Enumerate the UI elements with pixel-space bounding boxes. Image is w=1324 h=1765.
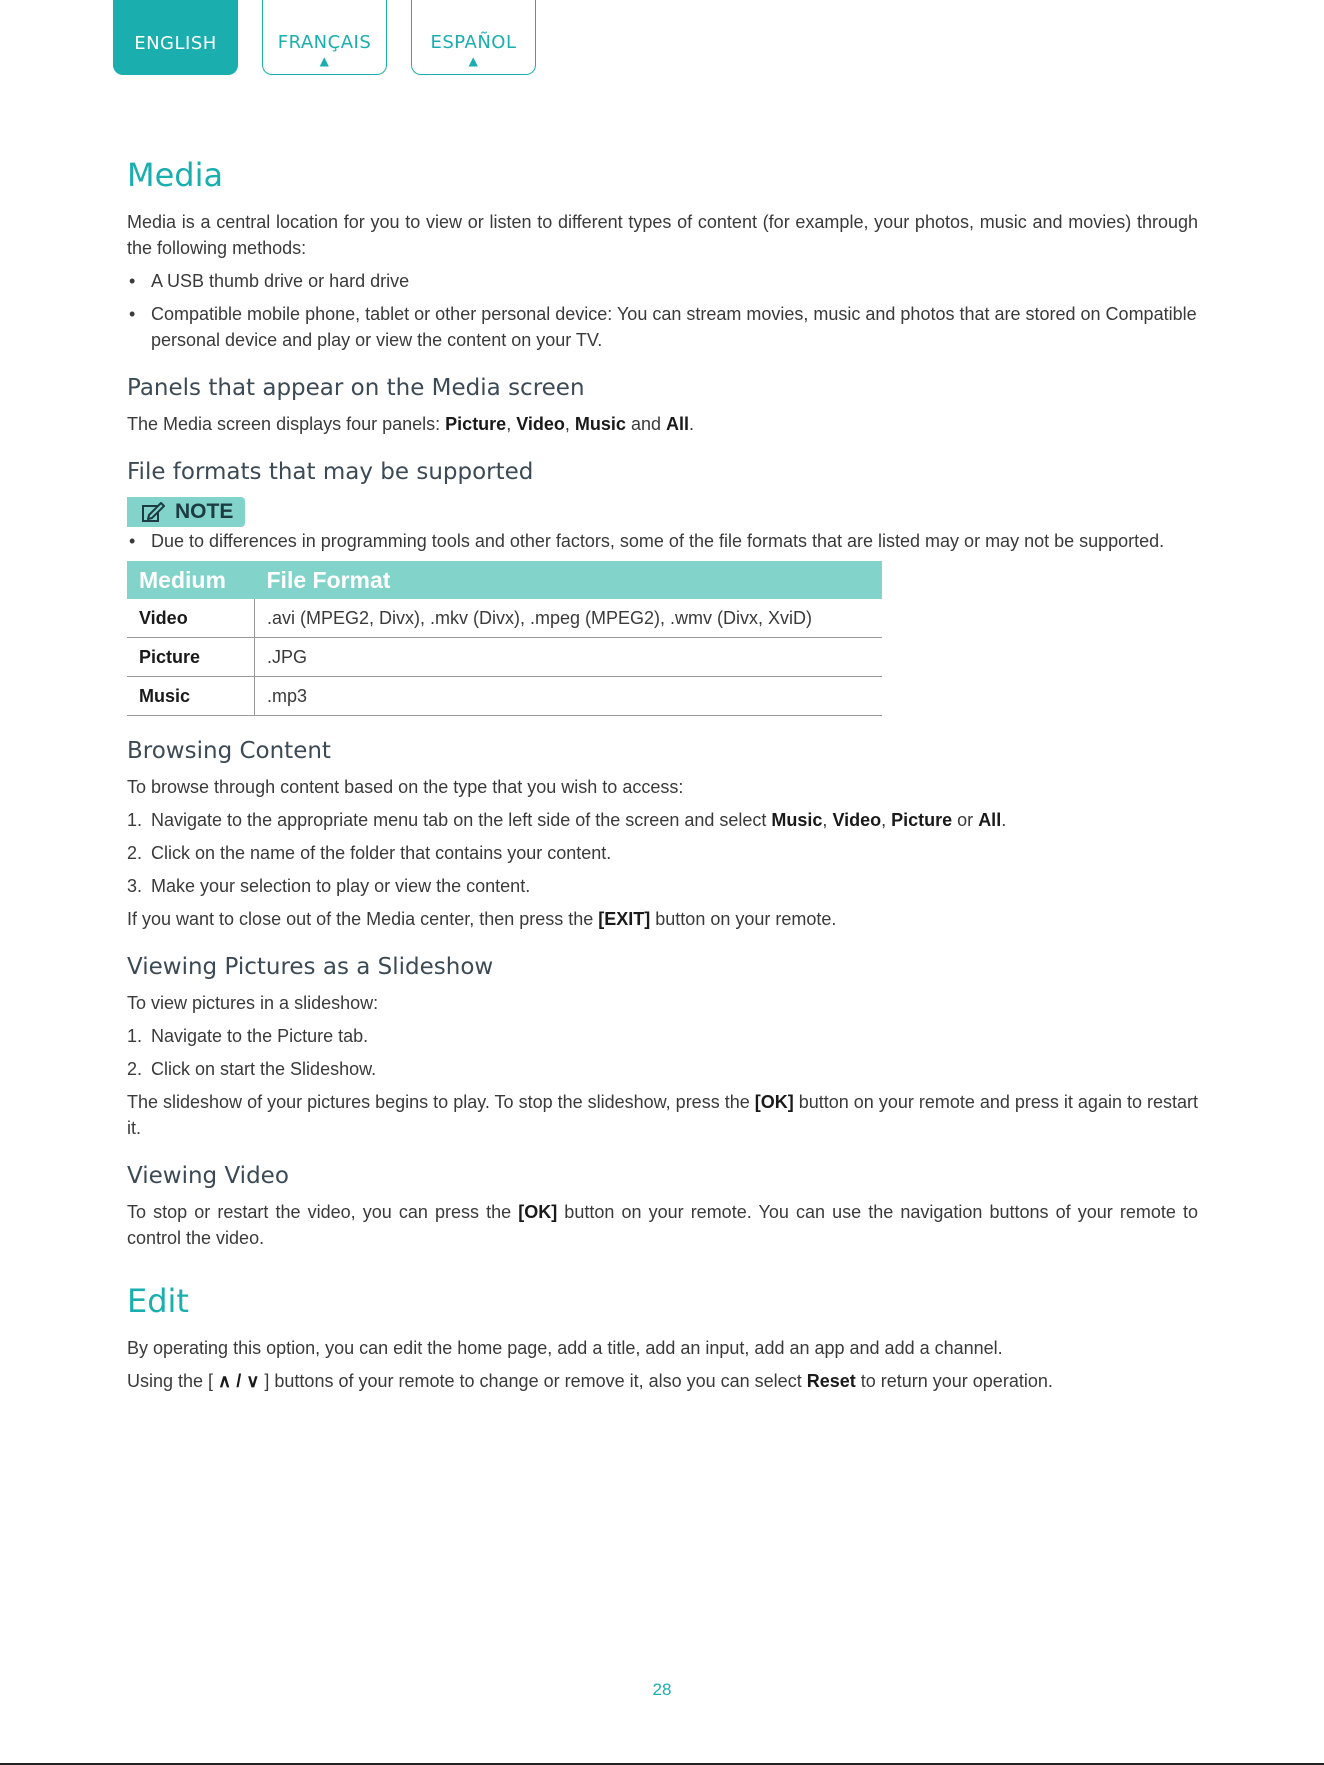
edit-text-2: Using the [ ∧ / ∨ ] buttons of your remote to change or remove it, also you can select Reset to return your operation. xyxy=(127,1371,1053,1391)
tab-english-label: ENGLISH xyxy=(134,33,217,54)
list-item: 2. Click on start the Slideshow. xyxy=(127,1059,377,1079)
media-methods-list xyxy=(127,268,1198,353)
heading-file-formats: File formats that may be supported xyxy=(127,459,534,485)
table-row xyxy=(127,599,882,638)
cell-medium: Video xyxy=(127,599,255,638)
panels-text: The Media screen displays four panels: Picture, Video, Music and All. xyxy=(127,414,695,434)
cell-medium: Picture xyxy=(127,638,255,677)
cell-format: .JPG xyxy=(255,638,883,677)
browsing-steps xyxy=(127,807,1198,899)
list-item: 1. Navigate to the appropriate menu tab on the left side of the screen and select Music, Video, Picture or All. xyxy=(127,810,1007,830)
caret-up-icon: ▲ xyxy=(468,54,479,68)
section-title-media: Media xyxy=(127,156,224,194)
note-badge xyxy=(127,497,245,527)
list-item: 3. Make your selection to play or view the content. xyxy=(127,876,531,896)
note-label: NOTE xyxy=(175,500,234,523)
heading-viewing-video: Viewing Video xyxy=(127,1163,289,1189)
tab-francais-label: FRANÇAIS xyxy=(277,32,372,53)
edit-text-1: By operating this option, you can edit the home page, add a title, add an input, add an app and add a channel. xyxy=(127,1338,1003,1358)
list-item: 2. Click on the name of the folder that contains your content. xyxy=(127,843,612,863)
tab-francais[interactable] xyxy=(262,0,387,75)
video-text: To stop or restart the video, you can press the [OK] button on your remote. You can use the navigation buttons of your remote to control the video. xyxy=(127,1202,1198,1248)
column-header-file-format: File Format xyxy=(255,561,883,599)
language-tabs xyxy=(113,0,536,76)
note-list xyxy=(127,528,1198,554)
list-item: 1. Navigate to the Picture tab. xyxy=(127,1026,369,1046)
page-number: 28 xyxy=(652,1680,672,1699)
media-intro: Media is a central location for you to view or listen to different types of content (for example, your photos, music and movies) through the following methods: xyxy=(127,212,1198,258)
column-header-medium: Medium xyxy=(127,561,255,599)
slideshow-text: The slideshow of your pictures begins to play. To stop the slideshow, press the [OK] button on your remote and press it again to restart it. xyxy=(127,1092,1198,1138)
list-item: • A USB thumb drive or hard drive xyxy=(127,268,1198,294)
caret-up-icon: ▲ xyxy=(319,54,330,68)
cell-format: .avi (MPEG2, Divx), .mkv (Divx), .mpeg (MPEG2), .wmv (Divx, XviD) xyxy=(255,599,883,638)
table-row xyxy=(127,677,882,716)
file-format-table xyxy=(127,561,882,716)
list-item: • Due to differences in programming tools and other factors, some of the file formats that are listed may or may not be supported. xyxy=(127,528,1198,554)
browsing-exit-text: If you want to close out of the Media center, then press the [EXIT] button on your remote. xyxy=(127,909,837,929)
section-title-edit: Edit xyxy=(127,1282,189,1320)
note-edit-icon xyxy=(141,501,165,523)
heading-browsing-content: Browsing Content xyxy=(127,738,331,764)
browsing-intro: To browse through content based on the type that you wish to access: xyxy=(127,777,684,797)
heading-panels: Panels that appear on the Media screen xyxy=(127,375,585,401)
table-row xyxy=(127,638,882,677)
list-item: • Compatible mobile phone, tablet or other personal device: You can stream movies, music and photos that are stored on Compatible personal device and play or view the content on your TV. xyxy=(127,301,1198,353)
slideshow-intro: To view pictures in a slideshow: xyxy=(127,993,379,1013)
cell-format: .mp3 xyxy=(255,677,883,716)
cell-medium: Music xyxy=(127,677,255,716)
page-content xyxy=(127,155,1198,1401)
tab-espanol[interactable] xyxy=(411,0,536,75)
arrow-keys: ∧ / ∨ xyxy=(218,1371,260,1391)
tab-espanol-label: ESPAÑOL xyxy=(430,32,517,53)
table-header-row xyxy=(127,561,882,599)
tab-english[interactable] xyxy=(113,0,238,75)
slideshow-steps xyxy=(127,1023,1198,1082)
heading-slideshow: Viewing Pictures as a Slideshow xyxy=(127,954,494,980)
